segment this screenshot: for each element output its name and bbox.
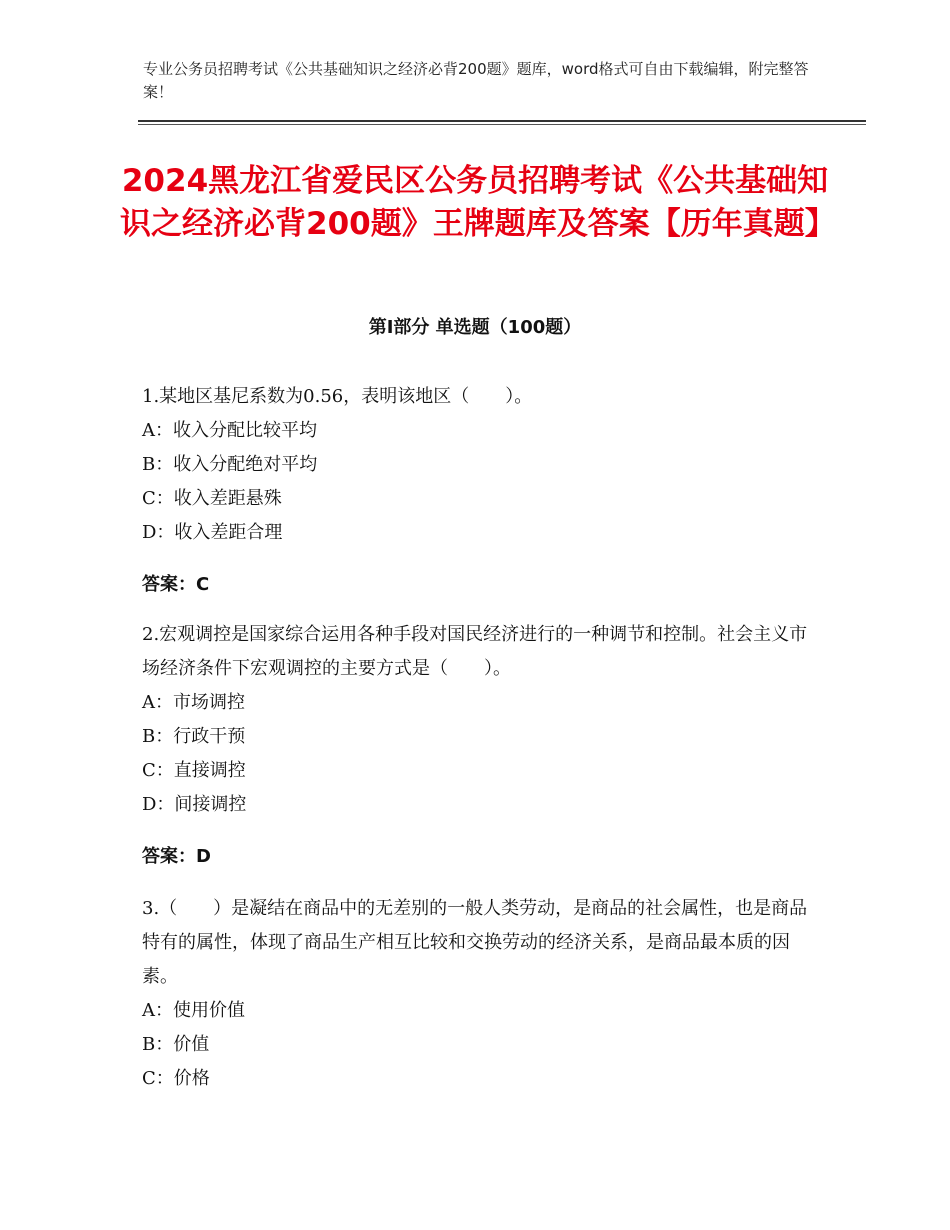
answer-line (142, 568, 812, 602)
question-option: B：行政干预 (142, 726, 246, 747)
question-option: A：使用价值 (142, 1000, 245, 1021)
question-stem: 1.某地区基尼系数为0.56，表明该地区（ ）。 (142, 386, 533, 407)
question-stem: 3.（ ）是凝结在商品中的无差别的一般人类劳动，是商品的社会属性，也是商品特有的属性，体现了商品生产相互比较和交换劳动的经济关系，是商品最本质的因素。 (142, 898, 808, 987)
header-rule-thin (138, 124, 866, 125)
question-option: B：价值 (142, 1034, 210, 1055)
question-stem: 2.宏观调控是国家综合运用各种手段对国民经济进行的一种调节和控制。社会主义市场经济条件下宏观调控的主要方式是（ ）。 (142, 624, 808, 679)
question-option: C：收入差距悬殊 (142, 488, 282, 509)
question-option: A：收入分配比较平均 (142, 420, 317, 441)
question-3 (142, 892, 812, 1096)
section-title: 第Ⅰ部分 单选题（100题） (368, 317, 582, 338)
answer-label: 答案： (142, 574, 196, 595)
question-option: D：间接调控 (142, 794, 247, 815)
answer-line (142, 840, 812, 874)
answer-value: D (196, 846, 211, 867)
answer-label: 答案： (142, 846, 196, 867)
question-2 (142, 618, 812, 892)
question-option: D：收入差距合理 (142, 522, 283, 543)
answer-value: C (196, 574, 210, 595)
header-note: 专业公务员招聘考试《公共基础知识之经济必背200题》题库，word格式可自由下载编辑，附完整答案！ (143, 60, 809, 101)
question-option: C：价格 (142, 1068, 210, 1089)
document-title: 2024黑龙江省爱民区公务员招聘考试《公共基础知识之经济必背200题》王牌题库及答案【历年真题】 (120, 163, 836, 242)
header-rule (138, 120, 866, 122)
question-1 (142, 380, 812, 620)
question-option: C：直接调控 (142, 760, 246, 781)
question-option: B：收入分配绝对平均 (142, 454, 318, 475)
question-option: A：市场调控 (142, 692, 245, 713)
